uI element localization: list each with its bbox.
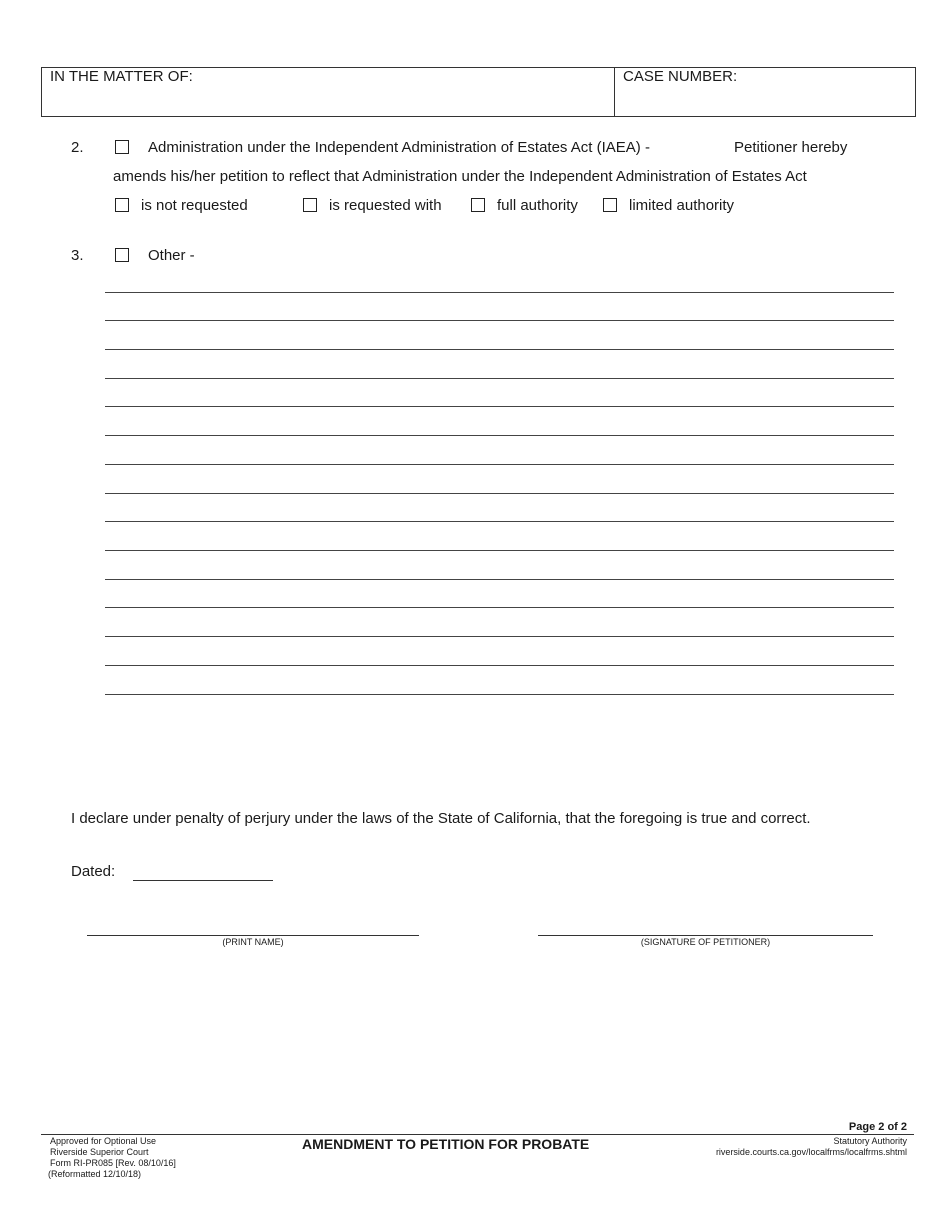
writing-line[interactable] (105, 493, 894, 494)
writing-line[interactable] (105, 521, 894, 522)
writing-line[interactable] (105, 636, 894, 637)
amends-text: amends his/her petition to reflect that Administration under the Independent Administration of Estates Act (113, 168, 807, 185)
dated-field[interactable] (133, 880, 273, 881)
not-requested-checkbox[interactable] (115, 198, 129, 212)
writing-line[interactable] (105, 349, 894, 350)
footer-reformatted: (Reformatted 12/10/18) (48, 1169, 142, 1179)
iaea-checkbox[interactable] (115, 140, 129, 154)
writing-line[interactable] (105, 550, 894, 551)
print-name-caption: (PRINT NAME) (222, 937, 284, 947)
matter-label: IN THE MATTER OF: (50, 68, 193, 85)
print-name-line[interactable] (87, 935, 419, 936)
declaration-text: I declare under penalty of perjury under the laws of the State of California, that the foregoing is true and correct. (71, 810, 811, 827)
footer-approved: Approved for Optional Use (50, 1136, 157, 1146)
footer-court: Riverside Superior Court (50, 1147, 149, 1157)
full-authority-label: full authority (497, 197, 578, 214)
writing-line[interactable] (105, 406, 894, 407)
requested-with-label: is requested with (329, 197, 442, 214)
footer-right-block (716, 1136, 907, 1158)
footer-form-number: Form RI-PR085 [Rev. 08/10/16] (50, 1158, 176, 1168)
iaea-title: Administration under the Independent Administration of Estates Act (IAEA) - (148, 139, 650, 156)
other-label: Other - (148, 247, 195, 264)
item-3-number: 3. (71, 247, 84, 264)
footer-rule (41, 1134, 914, 1135)
signature-line[interactable] (538, 935, 873, 936)
writing-line[interactable] (105, 665, 894, 666)
other-checkbox[interactable] (115, 248, 129, 262)
full-authority-checkbox[interactable] (471, 198, 485, 212)
writing-line[interactable] (105, 694, 894, 695)
signature-caption: (SIGNATURE OF PETITIONER) (640, 937, 771, 947)
dated-label: Dated: (71, 863, 116, 880)
writing-line[interactable] (105, 464, 894, 465)
writing-line[interactable] (105, 579, 894, 580)
writing-line[interactable] (105, 607, 894, 608)
petitioner-hereby-text: Petitioner hereby (734, 139, 848, 156)
writing-line[interactable] (105, 320, 894, 321)
writing-line[interactable] (105, 378, 894, 379)
form-title: AMENDMENT TO PETITION FOR PROBATE (302, 1136, 590, 1152)
limited-authority-checkbox[interactable] (603, 198, 617, 212)
not-requested-label: is not requested (141, 197, 248, 214)
header-divider (614, 67, 615, 117)
statutory-authority: Statutory Authority (833, 1136, 907, 1146)
court-url[interactable]: riverside.courts.ca.gov/localfrms/localfrms.shtml (715, 1147, 907, 1157)
limited-authority-label: limited authority (629, 197, 735, 214)
writing-line[interactable] (105, 292, 894, 293)
writing-line[interactable] (105, 435, 894, 436)
requested-with-checkbox[interactable] (303, 198, 317, 212)
footer-left-block (50, 1136, 176, 1180)
case-number-label: CASE NUMBER: (623, 68, 738, 85)
page-number: Page 2 of 2 (848, 1121, 907, 1133)
item-2-number: 2. (71, 139, 84, 156)
